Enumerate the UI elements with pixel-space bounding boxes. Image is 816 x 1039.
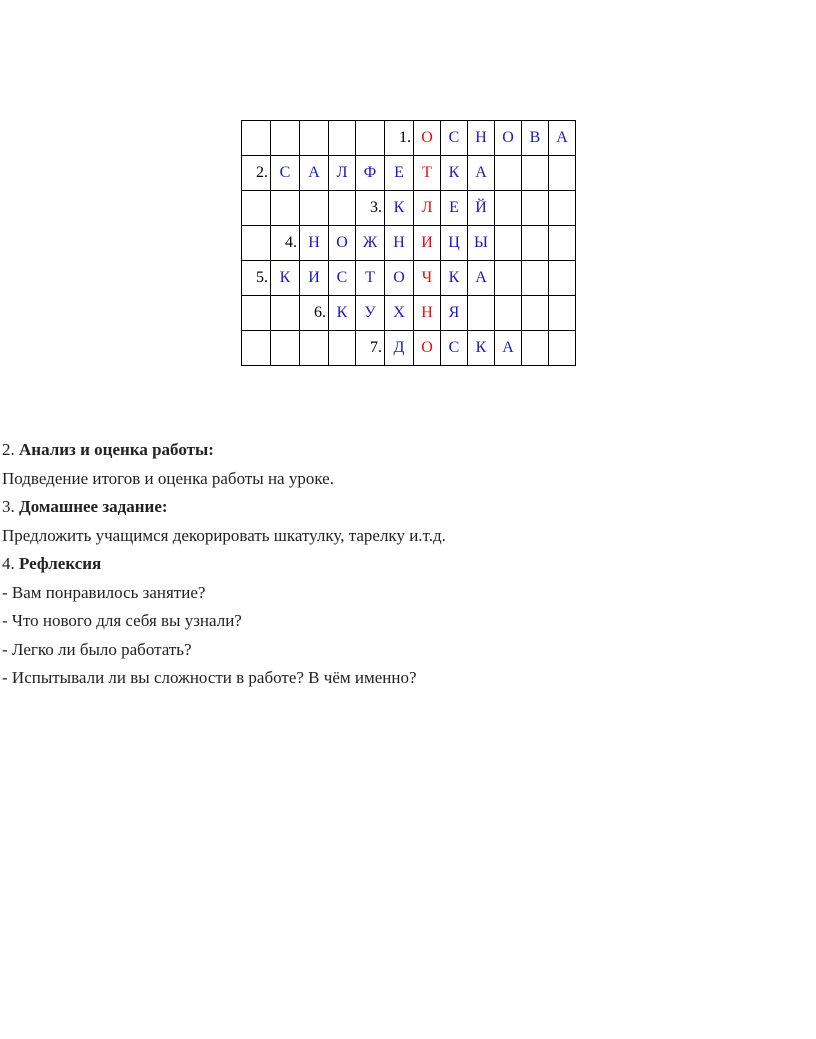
crossword-cell-empty (242, 331, 271, 366)
reflection-title: Рефлексия (19, 554, 102, 573)
crossword-row (242, 156, 576, 191)
clue-number: 3. (356, 191, 385, 226)
crossword-cell: Я (441, 296, 468, 331)
crossword-cell: С (271, 156, 300, 191)
crossword-cell-empty (271, 296, 300, 331)
crossword-cell: И (300, 261, 329, 296)
crossword-cell-keyword: Ч (414, 261, 441, 296)
crossword-cell: Ы (468, 226, 495, 261)
crossword-cell-empty (468, 296, 495, 331)
crossword-cell: С (441, 121, 468, 156)
clue-number: 6. (300, 296, 329, 331)
reflection-question: - Испытывали ли вы сложности в работе? В чём именно? (2, 668, 417, 687)
crossword-cell-empty (522, 331, 549, 366)
crossword-cell-empty (271, 331, 300, 366)
crossword-cell-empty (300, 331, 329, 366)
crossword-cell: Л (329, 156, 356, 191)
crossword-cell-empty (549, 226, 576, 261)
crossword-cell-empty (495, 191, 522, 226)
clue-number: 1. (385, 121, 414, 156)
crossword-cell-empty (242, 296, 271, 331)
crossword-cell: С (441, 331, 468, 366)
crossword-cell: Н (300, 226, 329, 261)
crossword-cell-empty (549, 191, 576, 226)
crossword-cell: Ц (441, 226, 468, 261)
crossword-cell-empty (300, 191, 329, 226)
lesson-text (2, 436, 446, 693)
crossword-cell-empty (329, 121, 356, 156)
crossword-cell: О (385, 261, 414, 296)
analysis-number: 2. (2, 440, 15, 459)
crossword-cell-empty (522, 156, 549, 191)
reflection-question: - Вам понравилось занятие? (2, 582, 206, 602)
crossword-cell-empty (329, 331, 356, 366)
crossword-cell-empty (495, 226, 522, 261)
clue-number: 7. (356, 331, 385, 366)
crossword-cell-keyword: О (414, 121, 441, 156)
crossword-cell-empty (271, 191, 300, 226)
reflection-heading (2, 550, 446, 579)
crossword-row (242, 331, 576, 366)
clue-number: 4. (271, 226, 300, 261)
crossword-cell-empty (242, 121, 271, 156)
crossword-cell-empty (522, 226, 549, 261)
crossword-cell-keyword: Т (414, 156, 441, 191)
crossword-cell-keyword: И (414, 226, 441, 261)
crossword-cell-empty (495, 296, 522, 331)
crossword-cell-empty (522, 191, 549, 226)
crossword-row (242, 226, 576, 261)
crossword-cell-empty (356, 121, 385, 156)
reflection-number: 4. (2, 554, 15, 573)
crossword-cell-empty (522, 261, 549, 296)
crossword-cell-empty (242, 191, 271, 226)
crossword-cell-keyword: Н (414, 296, 441, 331)
crossword-cell-empty (549, 331, 576, 366)
crossword-cell-empty (271, 121, 300, 156)
crossword-cell-empty (242, 226, 271, 261)
crossword-cell: К (385, 191, 414, 226)
crossword-grid (241, 120, 576, 366)
crossword-cell: К (329, 296, 356, 331)
crossword-cell: Т (356, 261, 385, 296)
reflection-question: - Легко ли было работать? (2, 639, 192, 659)
crossword-cell: А (468, 156, 495, 191)
crossword-cell-empty (495, 156, 522, 191)
crossword-cell-empty (329, 191, 356, 226)
clue-number: 5. (242, 261, 271, 296)
crossword-row (242, 296, 576, 331)
homework-title: Домашнее задание: (19, 497, 168, 516)
crossword-row (242, 191, 576, 226)
crossword-cell: Н (385, 226, 414, 261)
crossword-cell: У (356, 296, 385, 331)
analysis-title: Анализ и оценка работы: (19, 440, 214, 459)
crossword-cell: Ф (356, 156, 385, 191)
crossword-cell-keyword: О (414, 331, 441, 366)
crossword-cell: Е (385, 156, 414, 191)
crossword-cell: Х (385, 296, 414, 331)
crossword-row (242, 261, 576, 296)
crossword-cell-empty (522, 296, 549, 331)
homework-number: 3. (2, 497, 15, 516)
crossword-cell: К (468, 331, 495, 366)
crossword-cell: Й (468, 191, 495, 226)
reflection-question: - Что нового для себя вы узнали? (2, 611, 242, 630)
crossword-cell: К (441, 156, 468, 191)
crossword-cell: А (495, 331, 522, 366)
crossword-row (242, 121, 576, 156)
analysis-text: Подведение итогов и оценка работы на уроке. (2, 468, 334, 488)
crossword-cell: С (329, 261, 356, 296)
crossword-cell-empty (300, 121, 329, 156)
crossword-cell-empty (549, 296, 576, 331)
crossword-cell: Е (441, 191, 468, 226)
crossword-cell: К (271, 261, 300, 296)
clue-number: 2. (242, 156, 271, 191)
crossword-cell: А (549, 121, 576, 156)
crossword-cell-empty (549, 261, 576, 296)
crossword-cell: А (468, 261, 495, 296)
crossword-cell: О (329, 226, 356, 261)
crossword-cell-empty (549, 156, 576, 191)
crossword-cell: К (441, 261, 468, 296)
crossword-cell: О (495, 121, 522, 156)
crossword-cell-empty (495, 261, 522, 296)
crossword-cell: В (522, 121, 549, 156)
crossword-cell: Ж (356, 226, 385, 261)
crossword-cell: Д (385, 331, 414, 366)
crossword-cell: Н (468, 121, 495, 156)
crossword-cell-keyword: Л (414, 191, 441, 226)
analysis-heading (2, 436, 446, 465)
crossword-cell: А (300, 156, 329, 191)
homework-text: Предложить учащимся декорировать шкатулку, тарелку и.т.д. (2, 525, 446, 545)
homework-heading (2, 493, 446, 522)
